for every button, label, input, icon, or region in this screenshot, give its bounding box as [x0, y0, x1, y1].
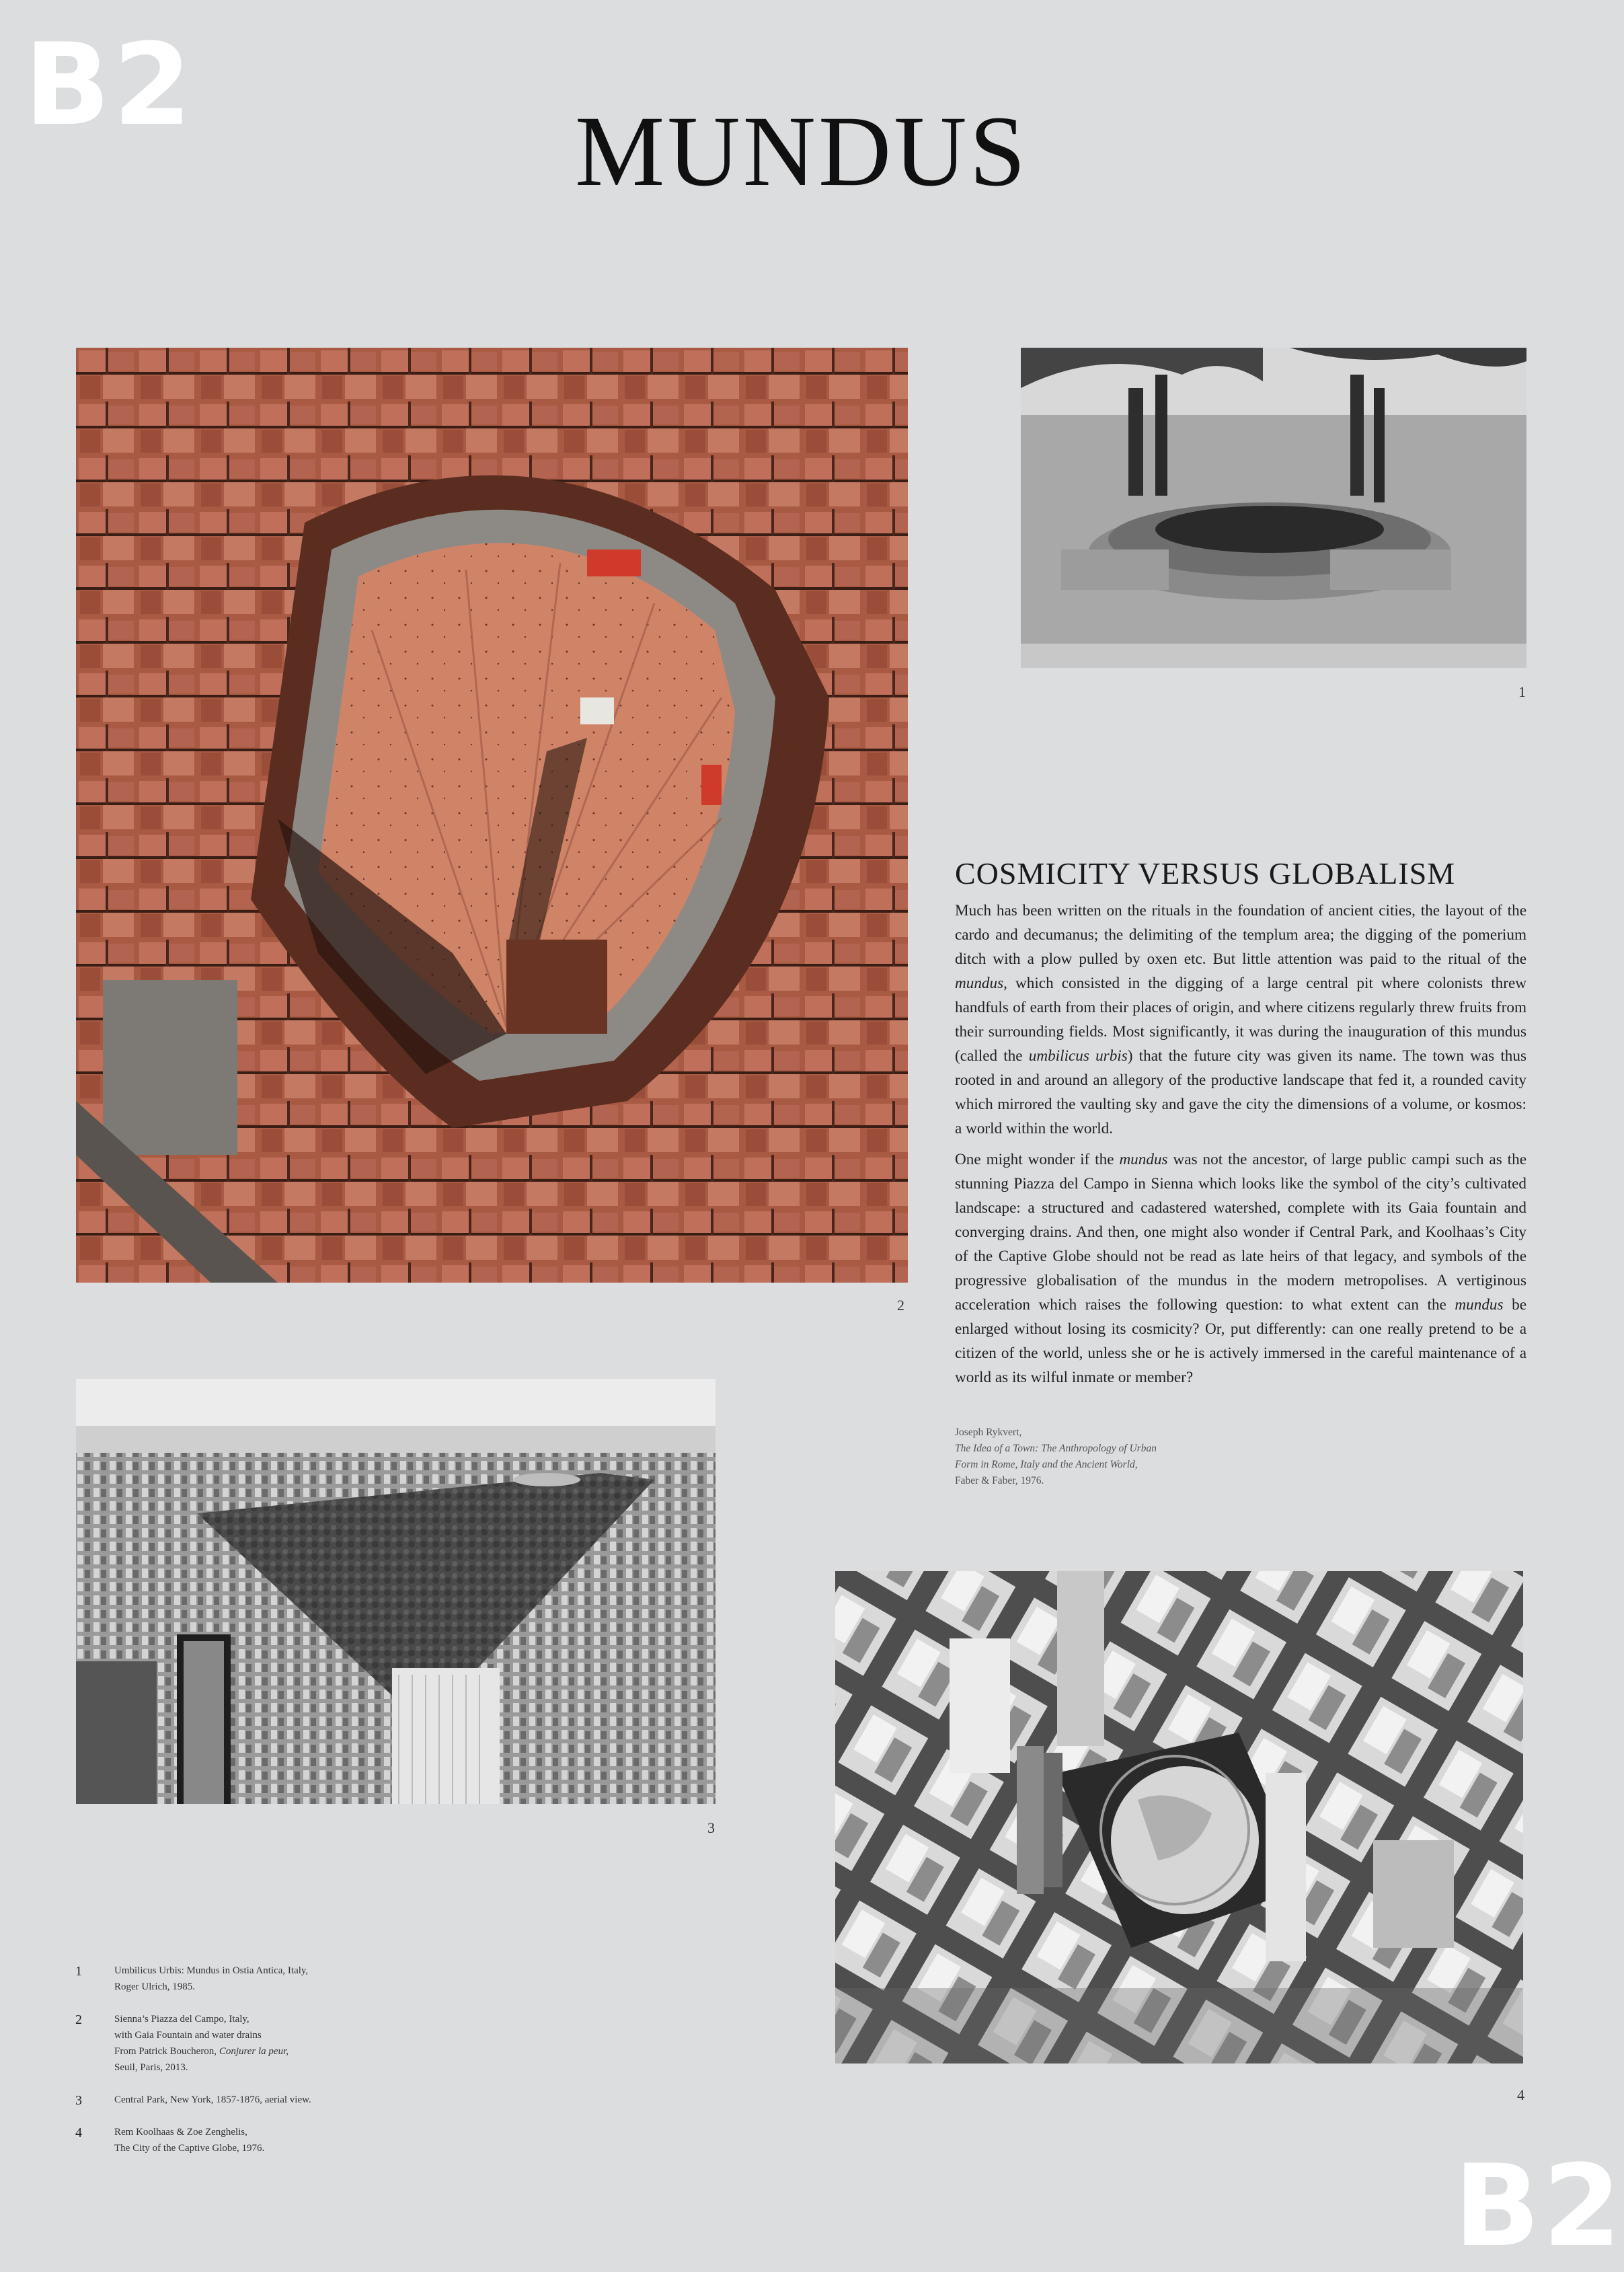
article-paragraph: One might wonder if the mundus was not the ancestor, of large public campi such as the stunning Piazza del Campo in Sienna which looks like the symbol of the city’s cultivated landscape: a structured and cadastered watershed, complete with its Gaia fountain and converging drains. And then, one might also wonder if Central Park, and Koolhaas’s City of the Captive Globe should not be read as late heirs of that legacy, and symbols of the progressive globalisation of the mundus in the modern metropolises. A vertiginous acceleration which raises the following question: to what extent can the mundus be enlarged without losing its cosmicity? Or, put differently: can one really pretend to be a citizen of the world, unless she or he is actively immersed in the careful maintenance of a world as its wilful inmate or member?	[955, 1151, 1526, 1386]
caption-number: 4	[75, 2125, 82, 2140]
figure-number: 1	[1518, 683, 1526, 700]
caption-number: 2	[75, 2012, 82, 2027]
figure-captive-globe	[835, 1571, 1523, 2063]
badge-bottom: B2	[1454, 2140, 1624, 2272]
caption-number: 3	[75, 2093, 82, 2108]
reference-publisher: Faber & Faber, 1976.	[955, 1475, 1044, 1486]
caption-item: 4 Rem Koolhaas & Zoe Zenghelis, The City of the Captive Globe, 1976.	[75, 2125, 265, 2154]
bibliographic-reference	[955, 1425, 1237, 1489]
article-paragraph: Much has been written on the rituals in the foundation of ancient cities, the layout of the cardo and decumanus; the delimiting of the templum area; the digging of the pomerium ditch with a plow pulled by oxen etc. But little attention was paid to the ritual of the mundus, which consisted in the digging of a large central pit where colonists threw handfuls of earth from their places of origin, and where citizens regularly threw fruits from their surrounding fields. Most significantly, it was during the inauguration of this mundus (called the umbilicus urbis) that the future city was given its name. The town was thus rooted in and around an allegory of the productive landscape that fed it, a rounded cavity which mirrored the vaulting sky and gave the city the dimensions of a volume, or kosmos: a world within the world.	[955, 902, 1526, 1137]
article-heading: COSMICITY VERSUS GLOBALISM	[955, 856, 1456, 891]
figure-number: 4	[1517, 2086, 1524, 2103]
siena-aerial-image	[76, 348, 908, 1283]
caption-item: 3 Central Park, New York, 1857-1876, aerial view.	[75, 2093, 311, 2108]
caption-number: 1	[75, 1964, 82, 1979]
page-title: MUNDUS	[574, 96, 1029, 207]
captive-globe-image	[835, 1571, 1523, 2063]
reference-title-line: Form in Rome, Italy and the Ancient World,	[955, 1459, 1138, 1470]
caption-item: 2 Sienna’s Piazza del Campo, Italy, with Gaia Fountain and water drains From Patrick Boucheron, Conjurer la peur, Seuil, Paris, 2013.	[75, 2012, 289, 2073]
badge-top: B2	[24, 19, 194, 151]
figure-siena-aerial	[76, 348, 908, 1283]
caption-item: 1 Umbilicus Urbis: Mundus in Ostia Antica, Italy, Roger Ulrich, 1985.	[75, 1964, 309, 1992]
reference-title-line: The Idea of a Town: The Anthropology of Urban	[955, 1443, 1157, 1454]
figure-central-park	[76, 1379, 716, 1804]
ostia-mundus-image	[1021, 348, 1526, 668]
central-park-image	[76, 1379, 716, 1804]
reference-author: Joseph Rykvert,	[955, 1427, 1022, 1438]
article-body	[955, 899, 1526, 1396]
figure-number: 3	[707, 1819, 715, 1836]
figure-number: 2	[897, 1297, 904, 1314]
caption-list	[75, 1963, 425, 2172]
figure-ostia-mundus	[1021, 348, 1526, 668]
